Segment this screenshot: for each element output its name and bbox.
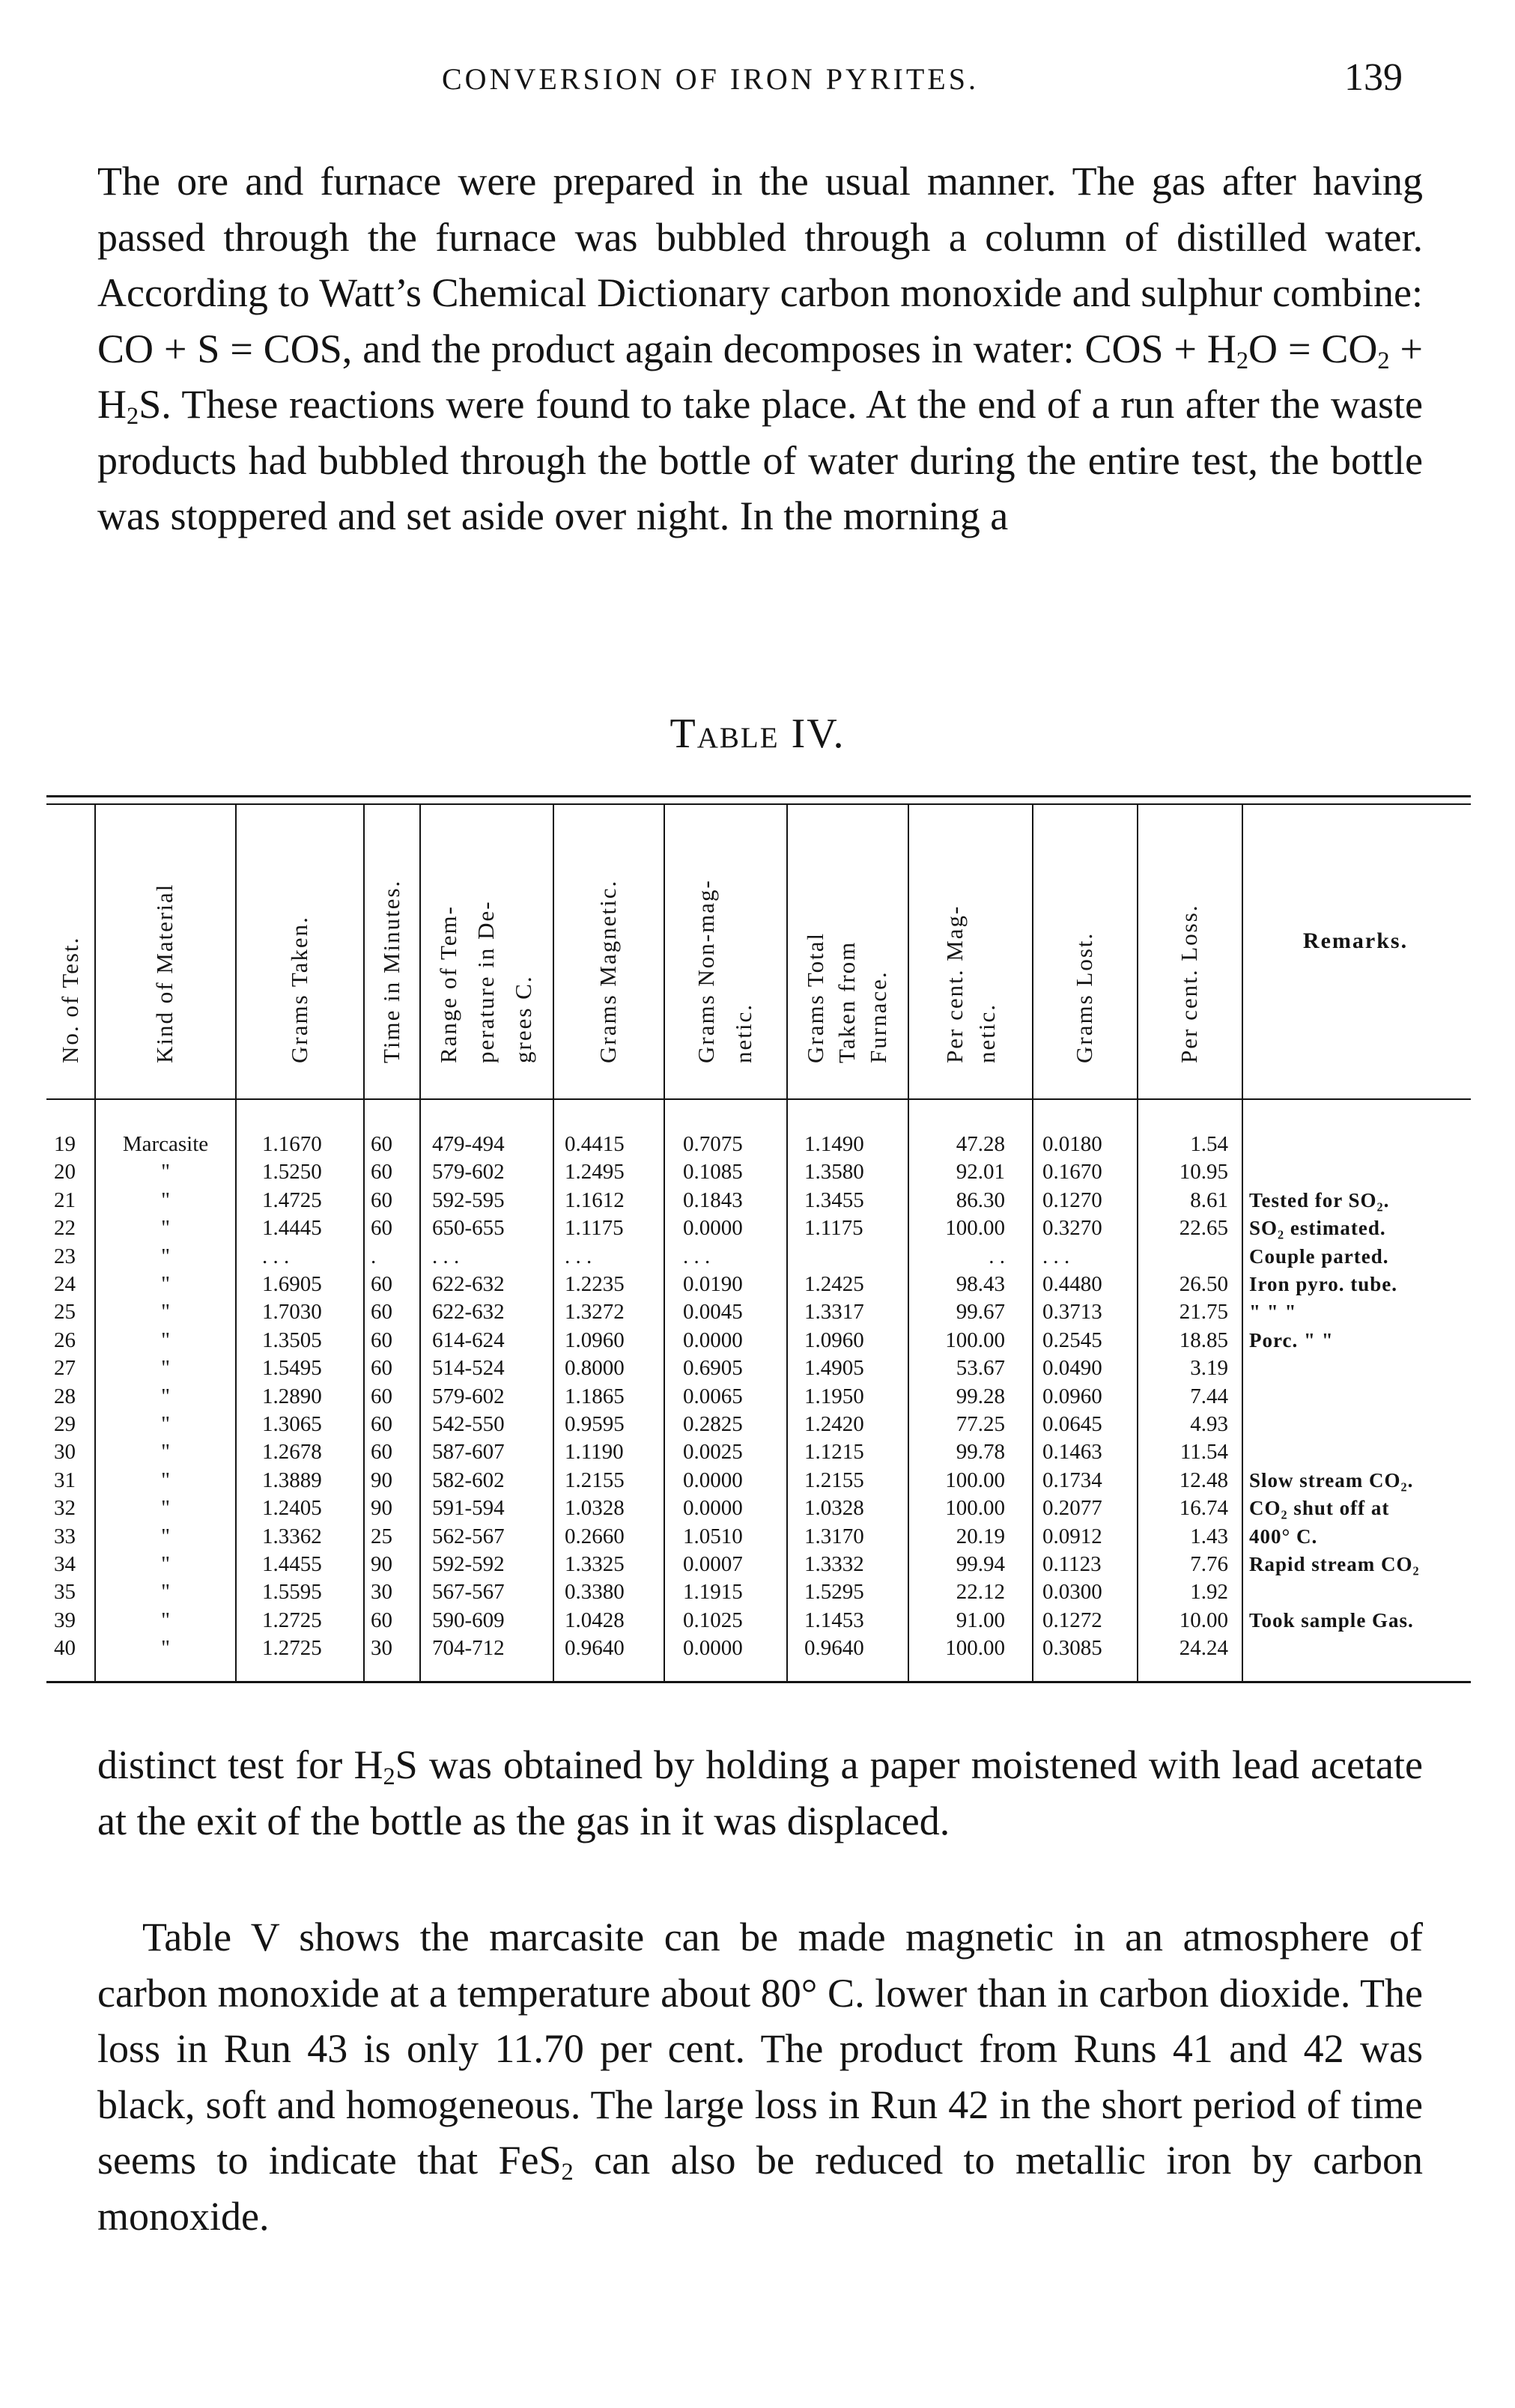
- header-remarks: Remarks.: [1302, 928, 1409, 953]
- time-minutes: 30: [371, 1636, 392, 1661]
- per-cent-magnetic: 53.67: [956, 1356, 1005, 1381]
- per-cent-magnetic: 99.78: [956, 1440, 1005, 1465]
- per-cent-magnetic: 47.28: [956, 1132, 1005, 1156]
- grams-total: 0.9640: [804, 1636, 864, 1661]
- grams-total: 1.1215: [804, 1440, 864, 1465]
- time-minutes: 25: [371, 1524, 392, 1548]
- page-number: 139: [1344, 56, 1403, 99]
- header-per-cent-loss: Per cent. Loss.: [1176, 904, 1202, 1063]
- remark: Couple parted.: [1249, 1244, 1389, 1268]
- time-minutes: 60: [371, 1608, 392, 1632]
- table-top-rule: [46, 795, 1471, 797]
- test-number: 34: [54, 1552, 76, 1576]
- time-minutes: 60: [371, 1328, 392, 1352]
- grams-taken: 1.2678: [262, 1440, 322, 1465]
- table-row: [0, 1523, 1515, 1551]
- time-minutes: 60: [371, 1160, 392, 1185]
- test-number: 28: [54, 1384, 76, 1408]
- grams-non-magnetic: 0.0065: [683, 1384, 743, 1408]
- grams-total: 1.4905: [804, 1356, 864, 1381]
- time-minutes: 60: [371, 1384, 392, 1408]
- grams-total: 1.3170: [804, 1524, 864, 1548]
- grams-taken: 1.6905: [262, 1272, 322, 1296]
- test-number: 21: [54, 1188, 76, 1212]
- table-row: [0, 1551, 1515, 1578]
- per-cent-loss: 1.54: [1190, 1132, 1228, 1156]
- grams-non-magnetic: 0.0000: [683, 1328, 743, 1352]
- grams-lost: 0.2077: [1042, 1496, 1102, 1521]
- grams-magnetic: 1.1612: [565, 1188, 625, 1212]
- per-cent-magnetic: 77.25: [956, 1412, 1005, 1436]
- grams-taken: 1.4445: [262, 1216, 322, 1241]
- per-cent-magnetic: 99.28: [956, 1384, 1005, 1408]
- temperature-range: 562-567: [432, 1524, 505, 1548]
- grams-non-magnetic: 0.0000: [683, 1468, 743, 1492]
- grams-taken: 1.3889: [262, 1468, 322, 1492]
- grams-lost: 0.1270: [1042, 1188, 1102, 1212]
- grams-lost: 0.2545: [1042, 1328, 1102, 1352]
- grams-non-magnetic: 0.1025: [683, 1608, 743, 1632]
- temperature-range: 622-632: [432, 1300, 505, 1325]
- temperature-range: 579-602: [432, 1384, 505, 1408]
- table-header-rule: [46, 1098, 1471, 1100]
- grams-magnetic: . . .: [565, 1244, 592, 1268]
- test-number: 31: [54, 1468, 76, 1492]
- table-row: [0, 1354, 1515, 1382]
- grams-non-magnetic: 0.6905: [683, 1356, 743, 1381]
- test-number: 33: [54, 1524, 76, 1548]
- grams-magnetic: 0.8000: [565, 1356, 625, 1381]
- remark: Iron pyro. tube.: [1249, 1273, 1398, 1295]
- header-grams-lost: Grams Lost.: [1071, 931, 1097, 1063]
- table-row: [0, 1411, 1515, 1438]
- test-number: 32: [54, 1496, 76, 1521]
- per-cent-magnetic: 99.94: [956, 1552, 1005, 1576]
- grams-non-magnetic: 0.0025: [683, 1440, 743, 1465]
- table-row: [0, 1187, 1515, 1214]
- grams-taken: . . .: [262, 1244, 290, 1268]
- table-row: [0, 1214, 1515, 1242]
- remark: CO₂ shut off at: [1249, 1497, 1390, 1520]
- temperature-range: 514-524: [432, 1356, 505, 1381]
- header-per-cent-magnetic: Per cent. Mag- netic.: [941, 904, 1001, 1063]
- grams-total: 1.3455: [804, 1188, 864, 1212]
- per-cent-loss: 1.92: [1190, 1580, 1228, 1605]
- grams-taken: 1.3065: [262, 1412, 322, 1436]
- material-kind: Marcasite: [122, 1132, 209, 1156]
- grams-taken: 1.3362: [262, 1524, 322, 1548]
- time-minutes: 60: [371, 1272, 392, 1296]
- temperature-range: 592-592: [432, 1552, 505, 1576]
- time-minutes: 90: [371, 1468, 392, 1492]
- grams-lost: 0.3713: [1042, 1300, 1102, 1325]
- header-range-of-temperature: Range of Tem- perature in De- grees C.: [435, 900, 536, 1063]
- temperature-range: 591-594: [432, 1496, 505, 1521]
- remark: SO₂ estimated.: [1249, 1217, 1386, 1240]
- table-bottom-rule: [46, 1681, 1471, 1683]
- grams-non-magnetic: 1.1915: [683, 1580, 743, 1605]
- temperature-range: 567-567: [432, 1580, 505, 1605]
- running-title: CONVERSION OF IRON PYRITES.: [442, 62, 979, 96]
- per-cent-loss: 10.00: [1179, 1608, 1228, 1632]
- grams-total: 1.3332: [804, 1552, 864, 1576]
- table-row: [0, 1495, 1515, 1522]
- header-grams-total-taken: Grams Total Taken from Furnace.: [801, 931, 892, 1063]
- per-cent-magnetic: 91.00: [956, 1608, 1005, 1632]
- per-cent-magnetic: 99.67: [956, 1300, 1005, 1325]
- per-cent-loss: 7.76: [1190, 1552, 1228, 1576]
- per-cent-magnetic: 100.00: [945, 1496, 1005, 1521]
- grams-taken: 1.5250: [262, 1160, 322, 1185]
- grams-total: 1.1950: [804, 1384, 864, 1408]
- per-cent-loss: 12.48: [1179, 1468, 1228, 1492]
- grams-total: 1.1453: [804, 1608, 864, 1632]
- grams-total: 1.0328: [804, 1496, 864, 1521]
- per-cent-magnetic: 22.12: [956, 1580, 1005, 1605]
- per-cent-magnetic: 100.00: [945, 1468, 1005, 1492]
- test-number: 29: [54, 1412, 76, 1436]
- header-kind-of-material: Kind of Material: [151, 883, 177, 1063]
- grams-lost: 0.0645: [1042, 1412, 1102, 1436]
- material-kind: ": [161, 1328, 170, 1352]
- grams-taken: 1.4725: [262, 1188, 322, 1212]
- grams-non-magnetic: 0.1843: [683, 1188, 743, 1212]
- header-time-in-minutes: Time in Minutes.: [377, 879, 404, 1063]
- time-minutes: 90: [371, 1496, 392, 1521]
- grams-non-magnetic: 0.0190: [683, 1272, 743, 1296]
- time-minutes: 60: [371, 1216, 392, 1241]
- material-kind: ": [161, 1524, 170, 1548]
- test-number: 19: [54, 1132, 76, 1156]
- grams-magnetic: 1.2495: [565, 1160, 625, 1185]
- paragraph-table-v: Table V shows the marcasite can be made magnetic in an atmosphere of carbon monoxide at a temperature about 80° C. lower than in carbon dioxide. The loss in Run 43 is only 11.70 per cent. The product from Runs 41 and 42 was black, soft and homogeneous. The large loss in Run 42 in the short period of time seems to indicate that FeS$_2$ can also be reduced to metallic iron by carbon monoxide.: [97, 1915, 1424, 2239]
- material-kind: ": [161, 1384, 170, 1408]
- material-kind: ": [161, 1636, 170, 1661]
- temperature-range: . . .: [432, 1244, 460, 1268]
- test-number: 25: [54, 1300, 76, 1325]
- material-kind: ": [161, 1496, 170, 1521]
- grams-magnetic: 1.1175: [565, 1216, 624, 1241]
- grams-magnetic: 0.9595: [565, 1412, 625, 1436]
- grams-lost: 0.3270: [1042, 1216, 1102, 1241]
- grams-total: 1.5295: [804, 1580, 864, 1605]
- per-cent-loss: 7.44: [1190, 1384, 1228, 1408]
- remark: Rapid stream CO₂: [1249, 1553, 1420, 1575]
- per-cent-loss: 21.75: [1179, 1300, 1228, 1325]
- temperature-range: 479-494: [432, 1132, 505, 1156]
- grams-magnetic: 1.1190: [565, 1440, 624, 1465]
- grams-non-magnetic: 0.0045: [683, 1300, 743, 1325]
- time-minutes: 60: [371, 1356, 392, 1381]
- per-cent-magnetic: 92.01: [956, 1160, 1005, 1185]
- test-number: 27: [54, 1356, 76, 1381]
- table-row: [0, 1271, 1515, 1298]
- grams-magnetic: 0.3380: [565, 1580, 625, 1605]
- temperature-range: 592-595: [432, 1188, 505, 1212]
- grams-magnetic: 1.3325: [565, 1552, 625, 1576]
- test-number: 20: [54, 1160, 76, 1185]
- grams-lost: 0.0180: [1042, 1132, 1102, 1156]
- table-row: [0, 1635, 1515, 1662]
- grams-magnetic: 1.3272: [565, 1300, 625, 1325]
- grams-lost: 0.1670: [1042, 1160, 1102, 1185]
- grams-non-magnetic: 0.2825: [683, 1412, 743, 1436]
- grams-taken: 1.4455: [262, 1552, 322, 1576]
- per-cent-loss: 26.50: [1179, 1272, 1228, 1296]
- grams-non-magnetic: 0.1085: [683, 1160, 743, 1185]
- paragraph-h2s-test: distinct test for $H_2S$ was obtained by holding a paper moistened with lead acetate at the exit of the bottle as the gas in it was displaced.: [97, 1742, 1423, 1843]
- per-cent-magnetic: 100.00: [945, 1636, 1005, 1661]
- grams-lost: 0.3085: [1042, 1636, 1102, 1661]
- grams-taken: 1.5595: [262, 1580, 322, 1605]
- per-cent-magnetic: . .: [989, 1244, 1005, 1268]
- test-number: 23: [54, 1244, 76, 1268]
- per-cent-loss: 8.61: [1190, 1188, 1228, 1212]
- time-minutes: .: [371, 1244, 377, 1268]
- test-number: 30: [54, 1440, 76, 1465]
- grams-magnetic: 1.0328: [565, 1496, 625, 1521]
- per-cent-loss: 10.95: [1179, 1160, 1228, 1185]
- material-kind: ": [161, 1216, 170, 1241]
- table-row: [0, 1298, 1515, 1326]
- material-kind: ": [161, 1580, 170, 1605]
- table-row: [0, 1158, 1515, 1186]
- material-kind: ": [161, 1300, 170, 1325]
- test-number: 39: [54, 1608, 76, 1632]
- grams-lost: 0.0490: [1042, 1356, 1102, 1381]
- grams-taken: 1.3505: [262, 1328, 322, 1352]
- test-number: 40: [54, 1636, 76, 1661]
- temperature-range: 582-602: [432, 1468, 505, 1492]
- grams-taken: 1.1670: [262, 1132, 322, 1156]
- material-kind: ": [161, 1356, 170, 1381]
- time-minutes: 60: [371, 1300, 392, 1325]
- grams-lost: 0.1463: [1042, 1440, 1102, 1465]
- table-title: Table IV.: [670, 711, 845, 757]
- temperature-range: 579-602: [432, 1160, 505, 1185]
- grams-non-magnetic: 0.0000: [683, 1636, 743, 1661]
- grams-magnetic: 1.0428: [565, 1608, 625, 1632]
- grams-magnetic: 1.2235: [565, 1272, 625, 1296]
- grams-lost: 0.0912: [1042, 1524, 1102, 1548]
- per-cent-loss: 18.85: [1179, 1328, 1228, 1352]
- table-row: [0, 1243, 1515, 1271]
- grams-lost: 0.1272: [1042, 1608, 1102, 1632]
- grams-lost: 0.4480: [1042, 1272, 1102, 1296]
- grams-total: 1.2420: [804, 1412, 864, 1436]
- grams-magnetic: 0.2660: [565, 1524, 625, 1548]
- table-row: [0, 1467, 1515, 1495]
- table-row: [0, 1327, 1515, 1354]
- material-kind: ": [161, 1160, 170, 1185]
- table-row: [0, 1578, 1515, 1606]
- grams-magnetic: 1.1865: [565, 1384, 625, 1408]
- grams-magnetic: 1.0960: [565, 1328, 625, 1352]
- grams-taken: 1.2890: [262, 1384, 322, 1408]
- test-number: 35: [54, 1580, 76, 1605]
- remark: " " ": [1249, 1301, 1297, 1324]
- table-row: [0, 1607, 1515, 1635]
- grams-taken: 1.7030: [262, 1300, 322, 1325]
- per-cent-magnetic: 98.43: [956, 1272, 1005, 1296]
- per-cent-loss: 24.24: [1179, 1636, 1228, 1661]
- grams-magnetic: 1.2155: [565, 1468, 625, 1492]
- per-cent-magnetic: 100.00: [945, 1216, 1005, 1241]
- temperature-range: 587-607: [432, 1440, 505, 1465]
- grams-total: 1.1490: [804, 1132, 864, 1156]
- per-cent-magnetic: 86.30: [956, 1188, 1005, 1212]
- grams-non-magnetic: 0.0000: [683, 1216, 743, 1241]
- material-kind: ": [161, 1608, 170, 1632]
- material-kind: ": [161, 1272, 170, 1296]
- material-kind: ": [161, 1440, 170, 1465]
- running-head: [0, 56, 1515, 106]
- grams-total: 1.0960: [804, 1328, 864, 1352]
- grams-lost: . . .: [1042, 1244, 1070, 1268]
- temperature-range: 650-655: [432, 1216, 505, 1241]
- per-cent-magnetic: 20.19: [956, 1524, 1005, 1548]
- grams-taken: 1.2725: [262, 1608, 322, 1632]
- grams-taken: 1.2725: [262, 1636, 322, 1661]
- time-minutes: 90: [371, 1552, 392, 1576]
- per-cent-loss: 4.93: [1190, 1412, 1228, 1436]
- temperature-range: 542-550: [432, 1412, 505, 1436]
- grams-total: 1.3317: [804, 1300, 864, 1325]
- grams-taken: 1.2405: [262, 1496, 322, 1521]
- time-minutes: 60: [371, 1412, 392, 1436]
- grams-magnetic: 0.4415: [565, 1132, 625, 1156]
- table-top-rule-inner: [46, 803, 1471, 805]
- grams-total: 1.2155: [804, 1468, 864, 1492]
- temperature-range: 622-632: [432, 1272, 505, 1296]
- per-cent-magnetic: 100.00: [945, 1328, 1005, 1352]
- header-grams-non-magnetic: Grams Non-mag- netic.: [693, 879, 756, 1063]
- grams-taken: 1.5495: [262, 1356, 322, 1381]
- remark: 400° C.: [1249, 1524, 1318, 1548]
- grams-non-magnetic: 0.7075: [683, 1132, 743, 1156]
- grams-non-magnetic: 0.0007: [683, 1552, 743, 1576]
- remark: Slow stream CO₂.: [1249, 1468, 1414, 1492]
- header-no-of-test: No. of Test.: [57, 936, 83, 1063]
- grams-total: 1.2425: [804, 1272, 864, 1296]
- per-cent-loss: 22.65: [1179, 1216, 1228, 1241]
- per-cent-loss: 1.43: [1190, 1524, 1228, 1548]
- material-kind: ": [161, 1468, 170, 1492]
- material-kind: ": [161, 1244, 170, 1268]
- test-number: 22: [54, 1216, 76, 1241]
- grams-lost: 0.1734: [1042, 1468, 1102, 1492]
- table-row: [0, 1438, 1515, 1466]
- per-cent-loss: 3.19: [1190, 1356, 1228, 1381]
- table-row: [0, 1383, 1515, 1411]
- test-number: 24: [54, 1272, 76, 1296]
- time-minutes: 60: [371, 1132, 392, 1156]
- material-kind: ": [161, 1412, 170, 1436]
- header-grams-magnetic: Grams Magnetic.: [595, 879, 621, 1063]
- material-kind: ": [161, 1188, 170, 1212]
- grams-magnetic: 0.9640: [565, 1636, 625, 1661]
- grams-total: 1.1175: [804, 1216, 863, 1241]
- grams-lost: 0.0300: [1042, 1580, 1102, 1605]
- per-cent-loss: 11.54: [1179, 1440, 1228, 1465]
- temperature-range: 704-712: [432, 1636, 505, 1661]
- temperature-range: 590-609: [432, 1608, 505, 1632]
- grams-non-magnetic: 1.0510: [683, 1524, 743, 1548]
- grams-non-magnetic: 0.0000: [683, 1496, 743, 1521]
- paragraph-intro: The ore and furnace were prepared in the usual manner. The gas after having passed through the furnace was bubbled through a column of distilled water. According to Watt’s Chemical Dictionary carbon monoxide and sulphur combine: CO + S = COS, and the product again decomposes in water: COS + $H_2O = CO_2 + H_2S$. These reactions were found to take place. At the end of a run after the waste products had bubbled through the bottle of water during the entire test, the bottle was stoppered and set aside over night. In the morning a: [97, 159, 1423, 538]
- grams-total: 1.3580: [804, 1160, 864, 1185]
- grams-lost: 0.1123: [1042, 1552, 1102, 1576]
- grams-lost: 0.0960: [1042, 1384, 1102, 1408]
- remark: Porc. " ": [1249, 1328, 1334, 1352]
- header-grams-taken: Grams Taken.: [285, 916, 312, 1063]
- per-cent-loss: 16.74: [1179, 1496, 1228, 1521]
- temperature-range: 614-624: [432, 1328, 505, 1352]
- remark: Tested for SO₂.: [1249, 1188, 1390, 1211]
- remark: Took sample Gas.: [1249, 1608, 1414, 1632]
- time-minutes: 60: [371, 1188, 392, 1212]
- test-number: 26: [54, 1328, 76, 1352]
- table-row: [0, 1131, 1515, 1158]
- grams-non-magnetic: . . .: [683, 1244, 711, 1268]
- material-kind: ": [161, 1552, 170, 1576]
- time-minutes: 60: [371, 1440, 392, 1465]
- time-minutes: 30: [371, 1580, 392, 1605]
